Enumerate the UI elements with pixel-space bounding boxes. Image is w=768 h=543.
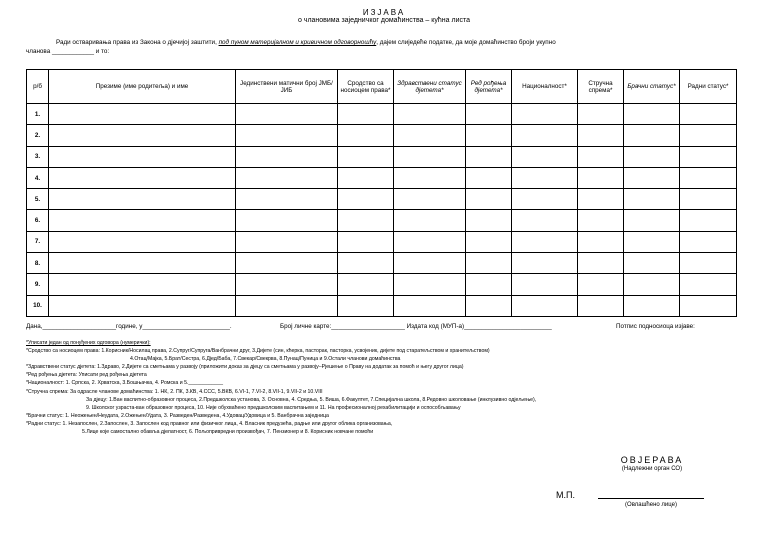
note-line: *Здравствени статус дјетета: 1.Здраво, 2.Дијете са сметњама у развоју (приложити доказ за дјецу са сметњама у развоју–Рјешење о Праву на додатак за помоћ и његу другог лица) xyxy=(26,364,464,371)
table-cell[interactable] xyxy=(680,125,737,146)
table-cell[interactable] xyxy=(624,189,680,210)
intro-text-1: Ради остваривања права из Закона о дјечијој заштити, xyxy=(56,39,217,46)
table-cell[interactable] xyxy=(466,146,512,167)
table-cell[interactable] xyxy=(578,146,624,167)
table-cell[interactable] xyxy=(394,104,466,125)
note-line: 4.Отац/Мајка, 5.Брат/Сестра, 6.Дјед/Баба, 7.Свекар/Свекрва, 8.Пунац/Пуница и 9.Остали чланови домаћинства xyxy=(130,356,401,363)
table-cell[interactable] xyxy=(578,295,624,316)
note-line: *Брачни статус: 1. Неожењен/Неудата, 2.Ожењен/Удата, 3. Разведен/Разведена, 4.Удовац/Удовица и 5. Ванбрачна заједница xyxy=(26,412,329,419)
table-cell[interactable] xyxy=(578,253,624,274)
table-cell[interactable] xyxy=(394,231,466,252)
table-cell[interactable] xyxy=(49,295,236,316)
table-cell[interactable] xyxy=(680,210,737,231)
table-cell[interactable] xyxy=(624,274,680,295)
table-cell[interactable] xyxy=(394,189,466,210)
table-cell[interactable] xyxy=(466,210,512,231)
legend-notes xyxy=(26,339,736,436)
row-number: 8. xyxy=(27,253,49,274)
table-cell[interactable] xyxy=(394,167,466,188)
table-cell[interactable] xyxy=(680,295,737,316)
table-cell[interactable] xyxy=(236,231,338,252)
table-row xyxy=(27,167,737,188)
col-header-birth-order: Ред рођења дјетета* xyxy=(466,70,512,104)
table-row xyxy=(27,253,737,274)
official-label: (Овлашћено лице) xyxy=(625,502,677,508)
col-header-rb: р/б xyxy=(27,70,49,104)
table-cell[interactable] xyxy=(512,189,578,210)
signature-label: Потпис подносиоца изјаве: xyxy=(616,323,695,330)
table-cell[interactable] xyxy=(624,253,680,274)
table-cell[interactable] xyxy=(466,295,512,316)
row-number: 10. xyxy=(27,295,49,316)
table-cell[interactable] xyxy=(512,210,578,231)
table-cell[interactable] xyxy=(338,295,394,316)
table-cell[interactable] xyxy=(624,210,680,231)
table-cell[interactable] xyxy=(512,274,578,295)
table-row xyxy=(27,231,737,252)
col-header-jmb: Јединствени матични број ЈМБ/ЈИБ xyxy=(236,70,338,104)
table-cell[interactable] xyxy=(466,167,512,188)
publish-authority: (Надлежни орган СО) xyxy=(621,466,683,472)
table-row xyxy=(27,104,737,125)
table-row xyxy=(27,274,737,295)
col-header-marital: Брачни статус* xyxy=(624,70,680,104)
table-cell[interactable] xyxy=(338,210,394,231)
table-cell[interactable] xyxy=(578,189,624,210)
row-number: 2. xyxy=(27,125,49,146)
note-line: *Уписати један од понуђених одговора (нумерички): xyxy=(26,340,151,346)
row-number: 5. xyxy=(27,189,49,210)
table-cell[interactable] xyxy=(680,253,737,274)
footer-line xyxy=(26,323,736,333)
col-header-education: Стручна спрема* xyxy=(578,70,624,104)
table-cell[interactable] xyxy=(578,274,624,295)
table-cell[interactable] xyxy=(49,189,236,210)
table-cell[interactable] xyxy=(578,167,624,188)
table-cell[interactable] xyxy=(680,189,737,210)
table-cell[interactable] xyxy=(338,253,394,274)
table-cell[interactable] xyxy=(49,253,236,274)
table-header-row xyxy=(27,70,737,104)
col-header-health: Здравствени статус дјетета* xyxy=(394,70,466,104)
document-subtitle: о члановима заједничког домаћинства – кућна листа xyxy=(297,17,471,24)
table-cell[interactable] xyxy=(49,125,236,146)
table-cell[interactable] xyxy=(394,295,466,316)
table-cell[interactable] xyxy=(236,210,338,231)
table-cell[interactable] xyxy=(624,231,680,252)
table-cell[interactable] xyxy=(236,104,338,125)
table-cell[interactable] xyxy=(236,167,338,188)
table-cell[interactable] xyxy=(236,274,338,295)
table-cell[interactable] xyxy=(624,125,680,146)
table-cell[interactable] xyxy=(466,231,512,252)
col-header-nationality: Националност* xyxy=(512,70,578,104)
table-cell[interactable] xyxy=(394,253,466,274)
col-header-name: Презиме (име родитеља) и име xyxy=(49,70,236,104)
table-cell[interactable] xyxy=(680,274,737,295)
table-cell[interactable] xyxy=(236,189,338,210)
col-header-relation: Сродство са носиоцем права* xyxy=(338,70,394,104)
table-row xyxy=(27,295,737,316)
table-row xyxy=(27,210,737,231)
table-cell[interactable] xyxy=(680,146,737,167)
table-row xyxy=(27,125,737,146)
table-cell[interactable] xyxy=(49,231,236,252)
row-number: 1. xyxy=(27,104,49,125)
household-members-table xyxy=(26,69,737,317)
row-number: 7. xyxy=(27,231,49,252)
table-cell[interactable] xyxy=(49,210,236,231)
stamp-label: М.П. xyxy=(556,490,575,500)
note-line: *Ред рођења дјетета: Уписати ред рођења дјетета xyxy=(26,372,147,379)
table-cell[interactable] xyxy=(680,104,737,125)
publish-heading: ОВЈЕРАВА xyxy=(620,455,684,465)
table-cell[interactable] xyxy=(49,104,236,125)
table-cell[interactable] xyxy=(338,274,394,295)
note-line: 5.Лице које самостално обавља дјелатност, 6. Пољопривредни произвођач, 7. Пензионер и 8. Корисник новчане помоћи xyxy=(82,429,374,436)
row-number: 9. xyxy=(27,274,49,295)
table-cell[interactable] xyxy=(624,295,680,316)
table-cell[interactable] xyxy=(394,210,466,231)
table-cell[interactable] xyxy=(512,295,578,316)
table-cell[interactable] xyxy=(236,295,338,316)
table-cell[interactable] xyxy=(338,167,394,188)
intro-text-3: чланова ____________ и то: xyxy=(26,48,110,55)
table-cell[interactable] xyxy=(512,231,578,252)
row-number: 6. xyxy=(27,210,49,231)
table-cell[interactable] xyxy=(578,210,624,231)
intro-emphasis: под пуном материјалном и кривичном одговорношћу xyxy=(218,39,377,46)
note-line: *Националност: 1. Српска, 2. Хрватска, 3.Бошњачка, 4. Ромска и 5.____________ xyxy=(26,380,224,387)
table-cell[interactable] xyxy=(394,146,466,167)
table-cell[interactable] xyxy=(578,104,624,125)
table-cell[interactable] xyxy=(466,253,512,274)
table-cell[interactable] xyxy=(466,274,512,295)
table-cell[interactable] xyxy=(512,167,578,188)
table-cell[interactable] xyxy=(236,253,338,274)
table-cell[interactable] xyxy=(578,231,624,252)
table-row xyxy=(27,189,737,210)
table-cell[interactable] xyxy=(624,104,680,125)
table-cell[interactable] xyxy=(338,189,394,210)
table-cell[interactable] xyxy=(394,125,466,146)
table-cell[interactable] xyxy=(680,167,737,188)
table-cell[interactable] xyxy=(624,146,680,167)
table-cell[interactable] xyxy=(512,125,578,146)
official-signature-line[interactable] xyxy=(598,498,704,499)
table-cell[interactable] xyxy=(236,146,338,167)
table-cell[interactable] xyxy=(512,104,578,125)
note-line: 9. Школског узраста-ван образовног процеса, 10. Није обухваћено предшколским васпитањем и 11. На професионалној рехабилитацији и оспособљавању xyxy=(86,404,461,411)
table-cell[interactable] xyxy=(338,104,394,125)
table-cell[interactable] xyxy=(466,189,512,210)
intro-paragraph xyxy=(26,38,736,56)
table-cell[interactable] xyxy=(624,167,680,188)
table-cell[interactable] xyxy=(338,231,394,252)
table-cell[interactable] xyxy=(466,104,512,125)
table-cell[interactable] xyxy=(49,167,236,188)
table-cell[interactable] xyxy=(49,146,236,167)
col-header-employment: Радни статус* xyxy=(680,70,737,104)
table-cell[interactable] xyxy=(338,146,394,167)
table-cell[interactable] xyxy=(466,125,512,146)
note-line: *Стручна спрема: За одрасле чланове домаћинства: 1. НК, 2. ПК, 3.КВ, 4.ССС, 5.ВКВ, 6.VI-1, 7.VI-2, 8.VII-1, 9.VII-2 и 10.VIII xyxy=(26,388,323,395)
intro-text-2: , дајем слиједеће податке, да моје домаћинство броји укупно xyxy=(376,39,556,46)
id-card-field[interactable]: Број личне карте:_____________________ Издата код (МУП-а)_________________________ xyxy=(280,323,552,330)
table-cell[interactable] xyxy=(236,125,338,146)
table-cell[interactable] xyxy=(394,274,466,295)
note-line: *Сродство са носиоцем права: 1.Корисник/Носилац права, 2.Супруг/Супруга/Ванбрачни друг, 3.Дијете (син, кћерка, пасторак, пасторка, усвојеник, дијете под старатељством и хранитељством) xyxy=(26,348,490,355)
note-line: За дјецу: 1.Ван васпитно-образовног процеса, 2.Предшколска установа, 3. Основна, 4. Средња, 5. Виша, 6.Факултет, 7.Специјална школа, 8.Редовно школовање (инклузивно одјељење), xyxy=(86,396,537,403)
table-cell[interactable] xyxy=(512,146,578,167)
table-cell[interactable] xyxy=(578,125,624,146)
table-cell[interactable] xyxy=(512,253,578,274)
table-cell[interactable] xyxy=(338,125,394,146)
table-row xyxy=(27,146,737,167)
document-title: ИЗЈАВА xyxy=(362,8,406,17)
row-number: 3. xyxy=(27,146,49,167)
date-place-field[interactable]: Дана,_____________________године, у_________________________. xyxy=(26,323,232,330)
table-cell[interactable] xyxy=(49,274,236,295)
note-line: *Радни статус: 1. Незапослен, 2.Запослен, 3. Запослен код правног или физичког лица, 4. Власник предузећа, радње или другог облика организовања, xyxy=(26,420,393,427)
table-cell[interactable] xyxy=(680,231,737,252)
row-number: 4. xyxy=(27,167,49,188)
